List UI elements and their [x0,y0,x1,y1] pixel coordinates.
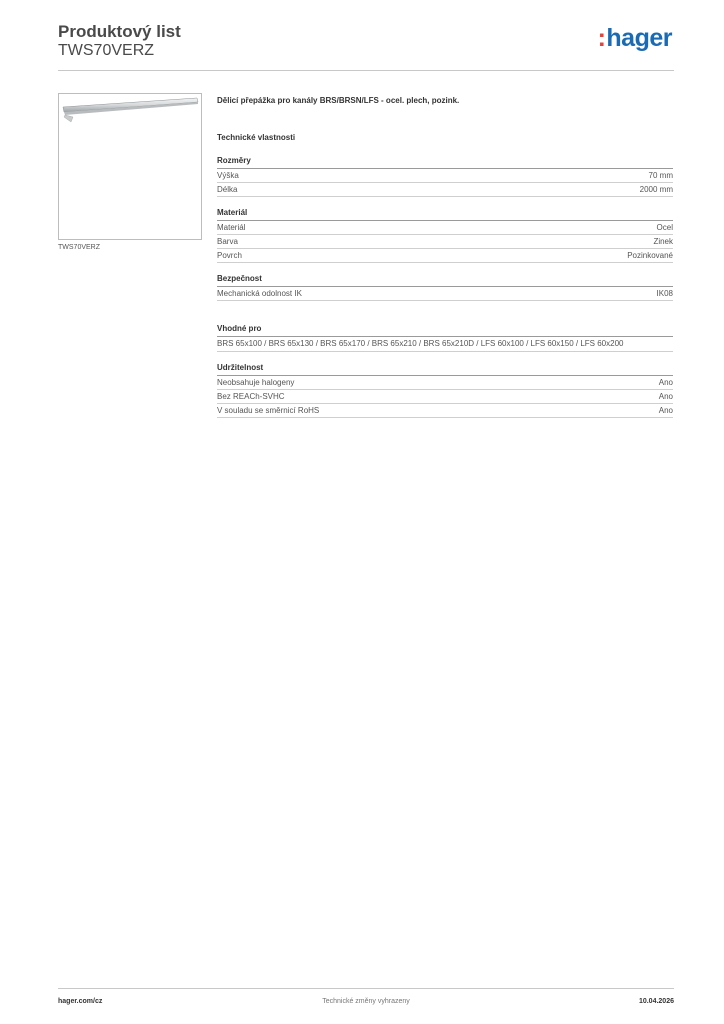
spec-label: Neobsahuje halogeny [217,378,295,387]
spec-row [217,249,673,263]
product-details [217,96,673,429]
spec-value: IK08 [656,289,673,298]
section-material [217,208,673,263]
spec-label: Délka [217,185,238,194]
spec-value: Ocel [656,223,673,232]
image-caption: TWS70VERZ [58,244,101,251]
section-title: Rozměry [217,156,673,169]
compatible-products: BRS 65x100 / BRS 65x130 / BRS 65x170 / BRS 65x210 / BRS 65x210D / LFS 60x100 / LFS 60x150 / LFS 60x200 [217,337,673,352]
product-image [58,93,202,240]
divider-strip-image [59,94,201,239]
footer-note: Technické změny vyhrazeny [322,998,410,1005]
spec-row [217,390,673,404]
technical-properties-title: Technické vlastnosti [217,133,296,142]
spec-label: Materiál [217,223,246,232]
spec-value: Zinek [653,237,673,246]
product-code: TWS70VERZ [58,42,155,59]
spec-row [217,376,673,390]
spec-label: Výška [217,171,239,180]
page-title: Produktový list [58,22,181,41]
spec-row [217,235,673,249]
spec-value: Ano [658,406,673,415]
footer-website: hager.com/cz [58,998,103,1005]
product-description: Dělicí přepážka pro kanály BRS/BRSN/LFS - ocel. plech, pozink. [217,96,460,105]
section-title: Materiál [217,208,673,221]
section-dimensions [217,156,673,197]
logo-text: :hager [597,24,672,52]
section-suitable-for [217,324,673,352]
footer-date: 10.04.2026 [638,998,674,1005]
spec-value: 2000 mm [639,185,673,194]
logo-dots-icon: : [597,24,606,52]
section-sustainability [217,363,673,418]
spec-value: 70 mm [648,171,673,180]
spec-label: Barva [217,237,238,246]
section-title: Udržitelnost [217,363,673,376]
spec-value: Ano [658,392,673,401]
spec-row [217,183,673,197]
spec-value: Pozinkované [627,251,673,260]
spec-row [217,169,673,183]
spec-label: Povrch [217,251,242,260]
spec-row [217,221,673,235]
section-title: Vhodné pro [217,324,673,337]
spec-label: V souladu se směrnicí RoHS [217,406,320,415]
page-footer [58,988,674,1019]
section-title: Bezpečnost [217,274,673,287]
spec-label: Mechanická odolnost IK [217,289,302,298]
spec-value: Ano [658,378,673,387]
section-safety [217,274,673,301]
spec-label: Bez REACh-SVHC [217,392,285,401]
spec-row [217,287,673,301]
spec-row [217,404,673,418]
page-header [58,22,674,71]
